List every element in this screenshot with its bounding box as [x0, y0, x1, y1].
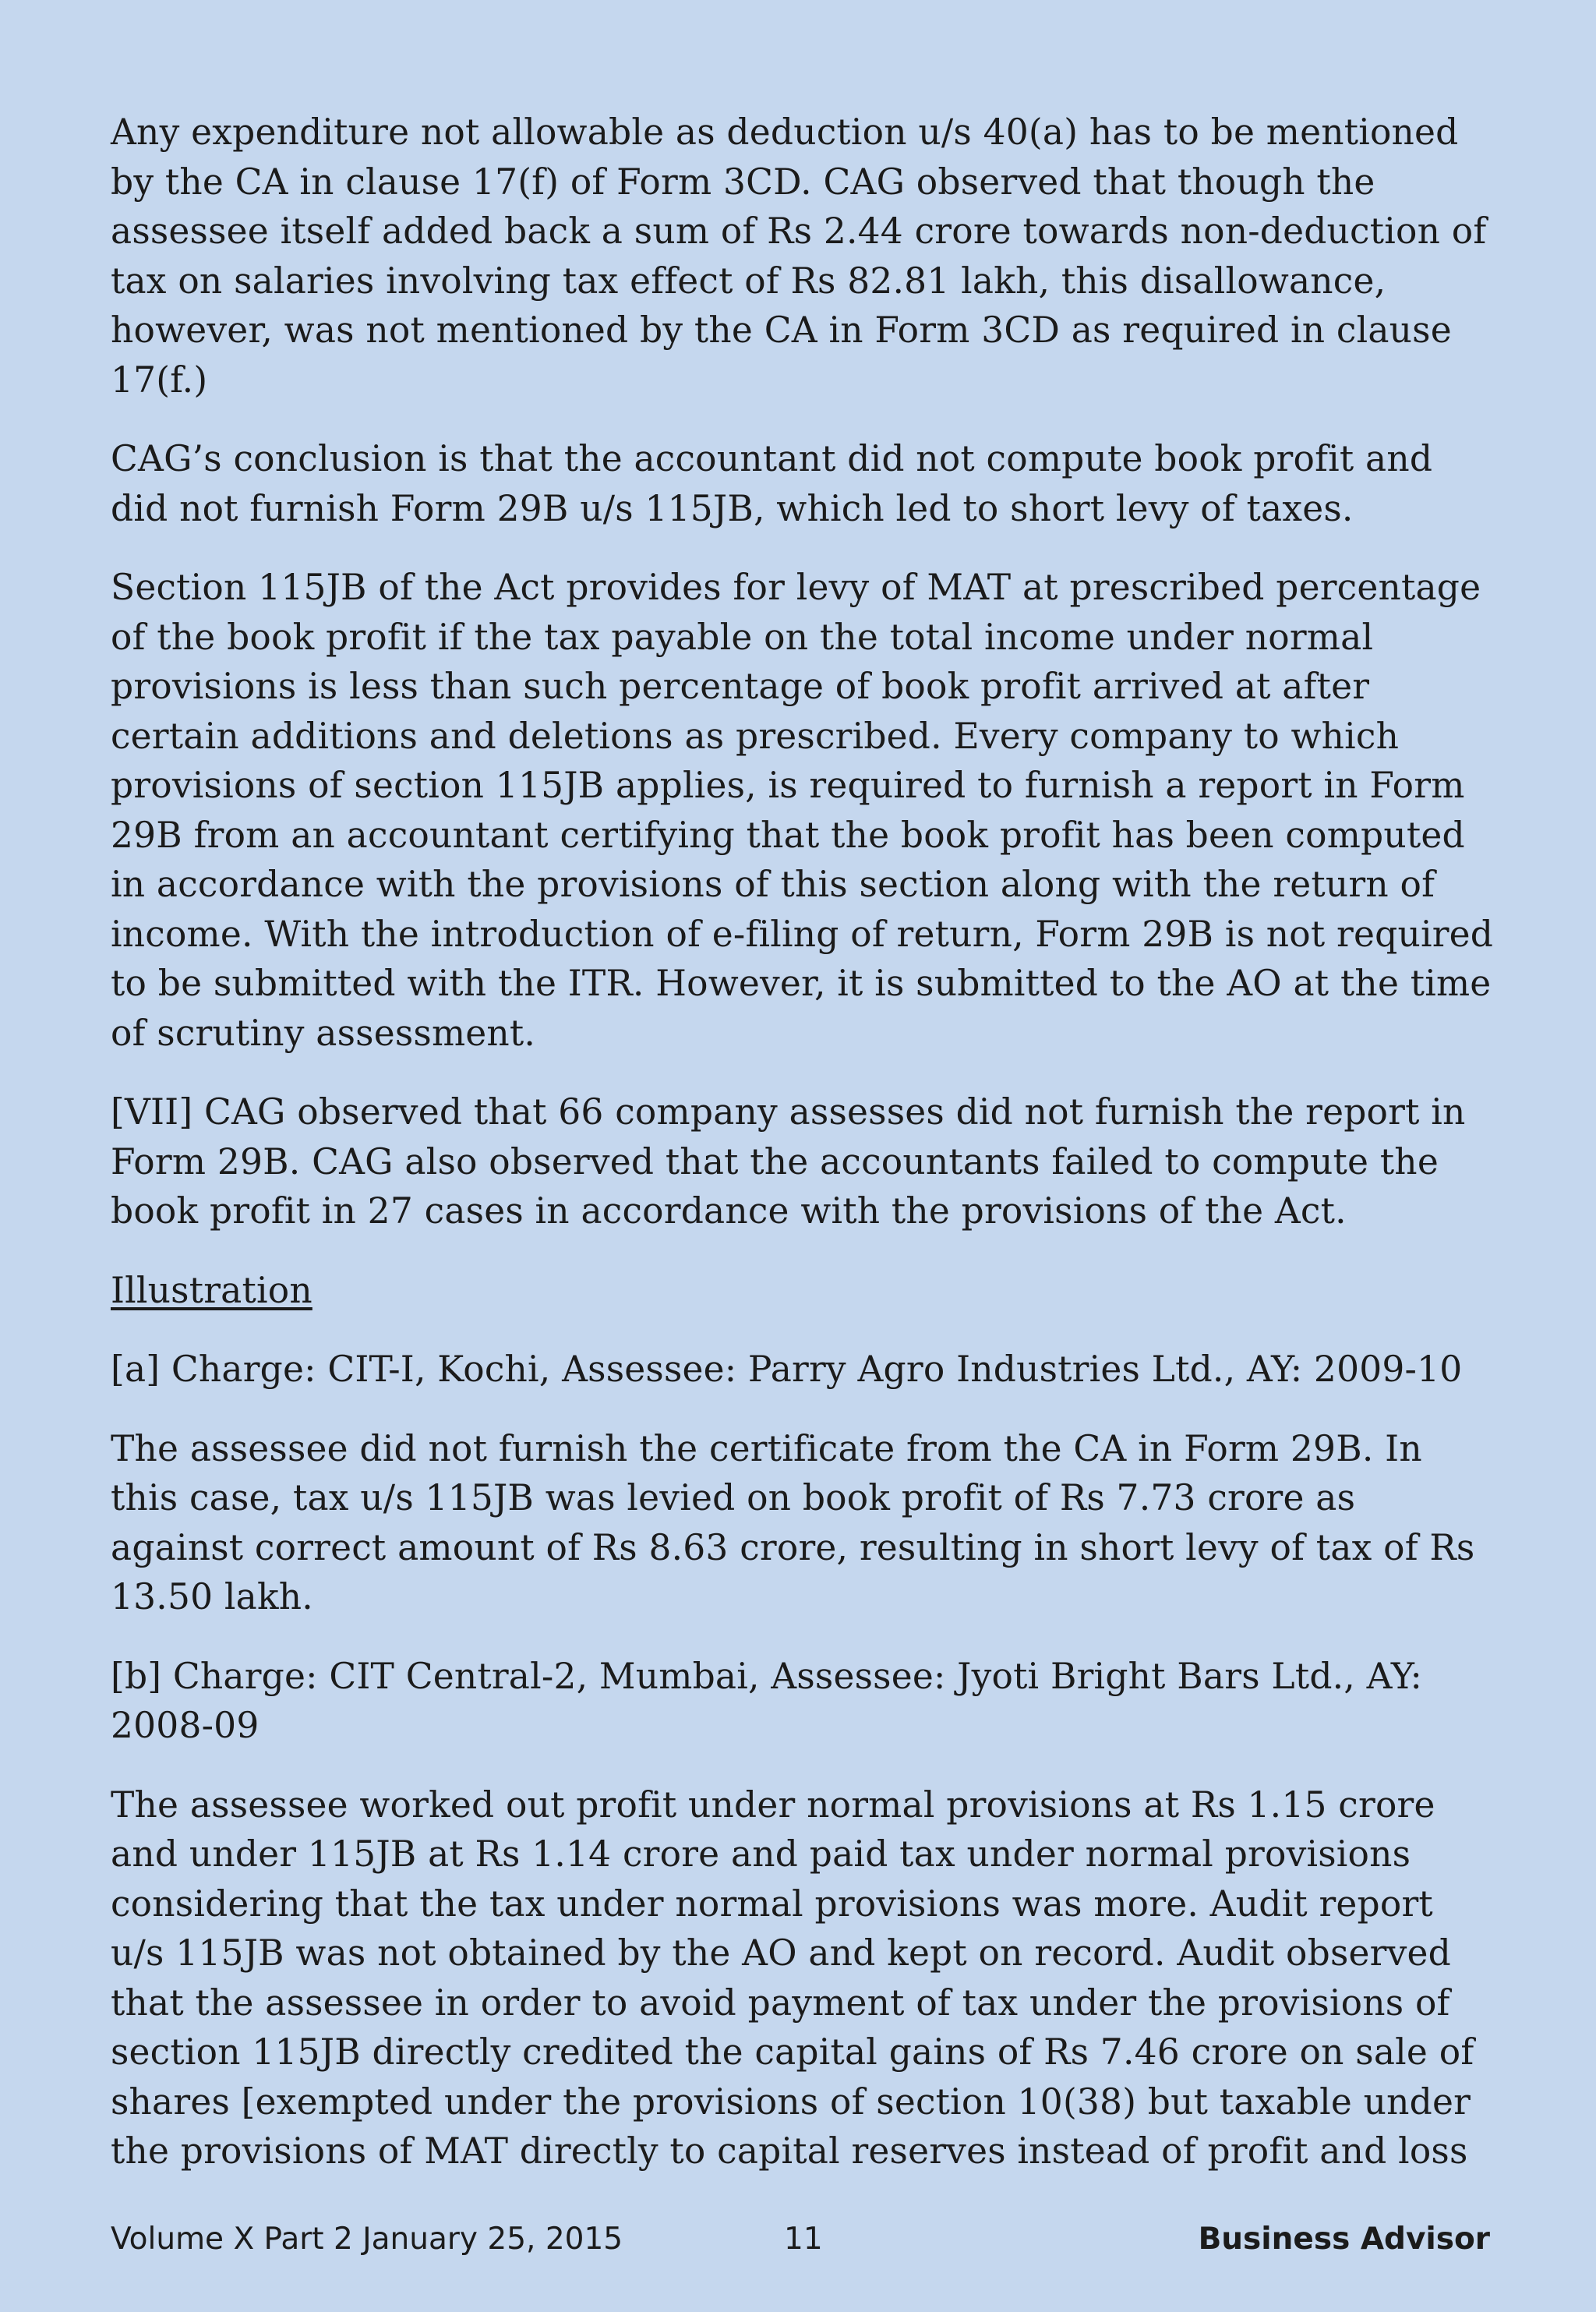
footer-issue: Volume X Part 2 January 25, 2015	[111, 2222, 623, 2257]
page-footer	[111, 2222, 1490, 2261]
case-a-body: The assessee did not furnish the certificate from the CA in Form 29B. In this case, tax u/s 115JB was levied on book profit of Rs 7.73 crore as against correct amount of Rs 8.63 crore, resulting in short levy of tax of Rs 13.50 lakh.	[111, 1427, 1475, 1617]
footer-publication: Business Advisor	[1198, 2222, 1490, 2257]
paragraph-section-115jb: Section 115JB of the Act provides for levy of MAT at prescribed percentage of the book profit if the tax payable on the total income under normal provisions is less than such percentage of book profit arrived at after certain additions and deletions as prescribed. Every company to which provisions of section 115JB applies, is required to furnish a report in Form 29B from an accountant certifying that the book profit has been computed in accordance with the provisions of this section along with the return of income. With the introduction of e-filing of return, Form 29B is not required to be submitted with the ITR. However, it is submitted to the AO at the time of scrutiny assessment.	[111, 567, 1494, 1054]
page-body	[111, 108, 1498, 2206]
case-b-heading: [b] Charge: CIT Central-2, Mumbai, Assessee: Jyoti Bright Bars Ltd., AY: 2008-09	[111, 1655, 1422, 1746]
paragraph-cag-conclusion: CAG’s conclusion is that the accountant did not compute book profit and did not furnish Form 29B u/s 115JB, which led to short levy of taxes.	[111, 438, 1433, 529]
footer-page-number: 11	[784, 2222, 823, 2257]
case-b-body: The assessee worked out profit under normal provisions at Rs 1.15 crore and under 115JB at Rs 1.14 crore and paid tax under normal provisions considering that the tax under normal provisions was more. Audit report u/s 115JB was not obtained by the AO and kept on record. Audit observed that the assessee in order to avoid payment of tax under the provisions of section 115JB directly credited the capital gains of Rs 7.46 crore on sale of shares [exempted under the provisions of section 10(38) but taxable under the provisions of MAT directly to capital reserves instead of profit and loss	[111, 1783, 1474, 2172]
paragraph-clause-17f: Any expenditure not allowable as deduction u/s 40(a) has to be mentioned by the CA in clause 17(f) of Form 3CD. CAG observed that though the assessee itself added back a sum of Rs 2.44 crore towards non-deduction of tax on salaries involving tax effect of Rs 82.81 lakh, this disallowance, however, was not mentioned by the CA in Form 3CD as required in clause 17(f.)	[111, 111, 1487, 401]
case-a-heading: [a] Charge: CIT-I, Kochi, Assessee: Parry Agro Industries Ltd., AY: 2009-10	[111, 1349, 1463, 1390]
illustration-heading: Illustration	[111, 1269, 312, 1311]
paragraph-vii-observation: [VII] CAG observed that 66 company assesses did not furnish the report in Form 29B. CAG also observed that the accountants failed to compute the book profit in 27 cases in accordance with the provisions of the Act.	[111, 1091, 1466, 1232]
